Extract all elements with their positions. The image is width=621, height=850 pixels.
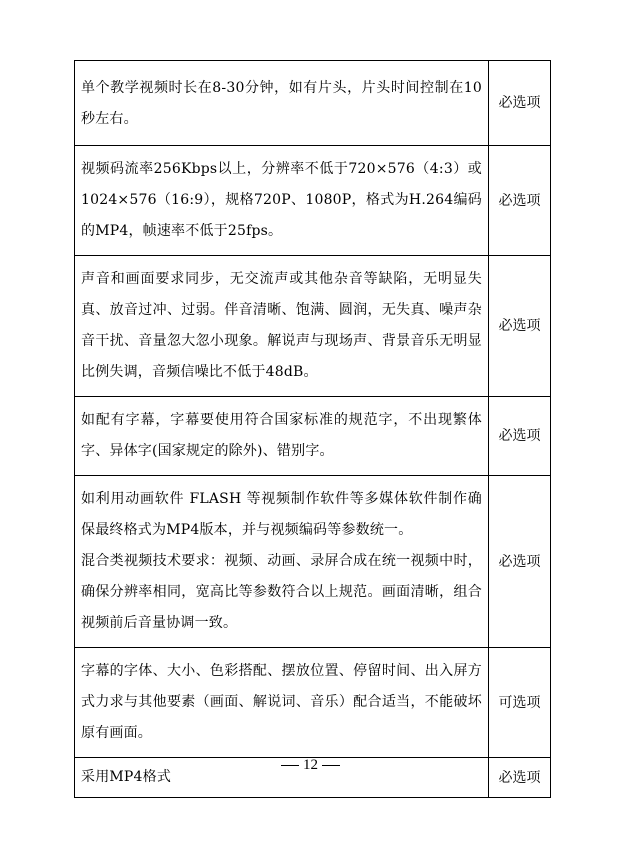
table-row [75, 397, 551, 476]
requirement-text: 声音和画面要求同步，无交流声或其他杂音等缺陷，无明显失真、放音过冲、过弱。伴音清晰、饱满、圆润，无失真、噪声杂音干扰、音量忽大忽小现象。解说声与现场声、背景音乐无明显比例失调，音频信噪比不低于48dB。 [81, 271, 482, 380]
requirement-text: 采用MP4格式 [81, 769, 172, 785]
table-row [75, 476, 551, 648]
requirement-description-cell [75, 648, 489, 758]
table-row [75, 648, 551, 758]
requirement-level-cell: 必选项 [489, 256, 551, 397]
requirement-level-cell: 必选项 [489, 61, 551, 146]
requirement-description-cell [75, 397, 489, 476]
requirement-description-cell [75, 256, 489, 397]
requirement-text: 字幕的字体、大小、色彩搭配、摆放位置、停留时间、出入屏方式力求与其他要素（画面、解说词、音乐）配合适当，不能破坏原有画面。 [81, 663, 482, 741]
table-row [75, 146, 551, 256]
requirement-description-cell [75, 61, 489, 146]
requirement-level-cell: 必选项 [489, 476, 551, 648]
requirement-text: 混合类视频技术要求：视频、动画、录屏合成在统一视频中时，确保分辨率相同，宽高比等参数符合以上规范。画面清晰，组合视频前后音量协调一致。 [81, 553, 482, 631]
requirement-text: 如配有字幕，字幕要使用符合国家标准的规范字，不出现繁体字、异体字(国家规定的除外)、错别字。 [81, 412, 482, 459]
requirement-text: 如利用动画软件 FLASH 等视频制作软件等多媒体软件制作确保最终格式为MP4版本，并与视频编码等参数统一。 [81, 491, 482, 538]
requirement-level-cell: 必选项 [489, 146, 551, 256]
page-number [0, 757, 621, 774]
dash-right [322, 765, 340, 766]
table-row [75, 61, 551, 146]
requirement-level-cell: 必选项 [489, 758, 551, 798]
requirement-level-cell: 可选项 [489, 648, 551, 758]
requirement-text: 视频码流率256Kbps以上，分辨率不低于720×576（4:3）或1024×576（16:9），规格720P、1080P，格式为H.264编码的MP4，帧速率不低于25fps。 [81, 161, 482, 239]
requirement-text: 单个教学视频时长在8-30分钟，如有片头，片头时间控制在10秒左右。 [81, 80, 482, 127]
requirement-description-cell [75, 146, 489, 256]
requirement-level-cell: 必选项 [489, 397, 551, 476]
dash-left [281, 765, 299, 766]
requirement-description-cell [75, 476, 489, 648]
specification-table [74, 60, 551, 798]
page-number-value: 12 [303, 757, 318, 773]
table-row [75, 256, 551, 397]
